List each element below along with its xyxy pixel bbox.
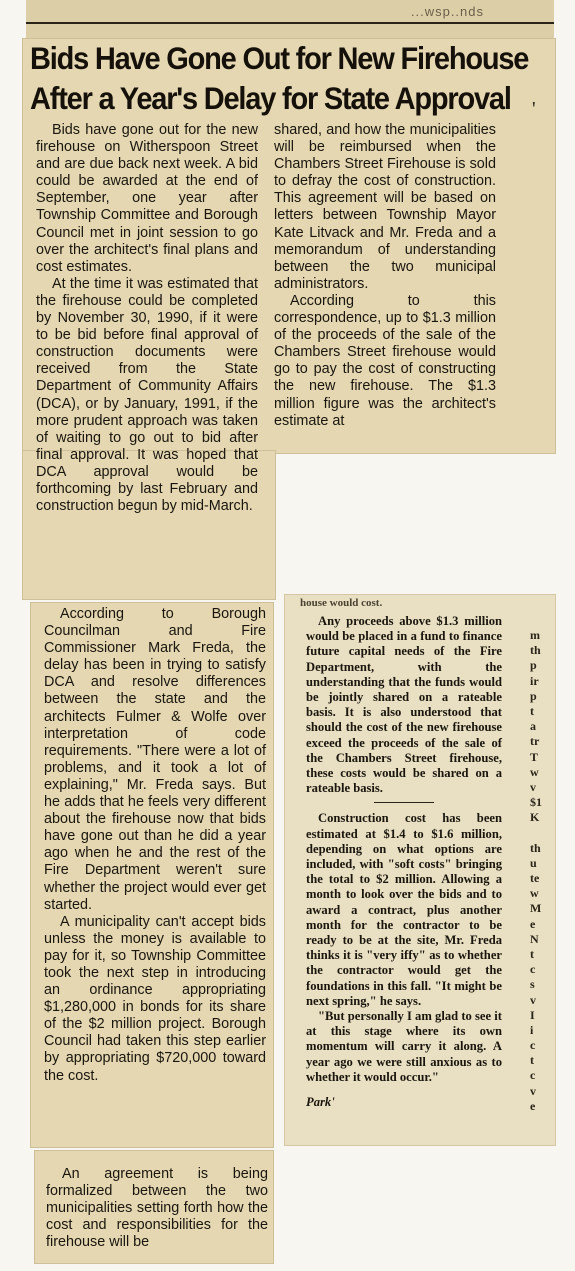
- adjacent-fragment: m: [530, 628, 540, 642]
- adjacent-fragment: u: [530, 855, 537, 870]
- column1-bottom-paragraph: An agreement is being formalized between the two municipalities setting forth how the cost and responsibilities for the firehouse will be: [46, 1166, 268, 1251]
- column2-text: [274, 122, 496, 430]
- adjacent-fragment: v: [530, 1083, 536, 1098]
- column3-paragraph: "But personally I am glad to see it at this stage where its own momentum will carry it along. A year ago we were still anxious as to whether it would occur.": [306, 1009, 502, 1084]
- ink-mark: ': [532, 98, 536, 120]
- column1-paragraph: Bids have gone out for the new firehouse on Witherspoon Street and are due back next week. A bid could be awarded at the end of September, one year after Township Committee and Borough Council met in joint session to go over the architect's final plans and cost estimates.: [36, 122, 258, 275]
- masthead-fragment-text: ...wsp..nds: [410, 4, 484, 19]
- adjacent-fragment: t: [530, 703, 534, 718]
- adjacent-fragment: t: [530, 1053, 534, 1068]
- column3-paragraph: Construction cost has been estimated at $1.4 to $1.6 million, depending on what options are included, with "soft costs" bringing the total to $2 million. Allowing a month to look over the bids and to award a contract, plus another month for the contractor to be ready to be at the site, Mr. Freda thinks it is "very iffy" as to whether the contractor would get the foundations in this fall. "It might be next spring," he says.: [306, 811, 502, 1008]
- adjacent-fragment: ir: [530, 673, 539, 688]
- adjacent-fragment: th: [530, 643, 541, 658]
- column3-bottom-fragment: Park': [306, 1095, 335, 1110]
- adjacent-fragment: M: [530, 901, 542, 916]
- headline: Bids Have Gone Out for New Firehouse After a Year's Delay for State Approval: [30, 42, 529, 117]
- column1-continued-paragraph: According to Borough Councilman and Fire Commissioner Mark Freda, the delay has been in trying to satisfy DCA and resolve differences between the state and the architects Fulmer & Wolfe over interpretation of code requirements. "There were a lot of problems, and it took a lot of explaining," Mr. Freda says. But he adds that he feels very different about the firehouse now that bids have gone out than he did a year ago when he and the rest of the Fire Department weren't sure whether the project would ever get started.: [44, 606, 266, 913]
- adjacent-fragment: p: [530, 688, 537, 703]
- adjacent-fragment: v: [530, 779, 536, 794]
- adjacent-fragment: s: [530, 977, 535, 992]
- masthead-rule: [26, 22, 554, 24]
- adjacent-fragment: a: [530, 719, 536, 734]
- column3-paragraph: Any proceeds above $1.3 million would be placed in a fund to finance future capital needs of the Fire Department, with the understanding that the funds would be jointly shared on a rateable basis. It is also understood that should the cost of the new firehouse exceed the proceeds of the sale of the Chambers Street firehouse, these costs would be shared on a rateable basis.: [306, 614, 502, 796]
- column2-paragraph: shared, and how the municipalities will be reimbursed when the Chambers Street Firehouse is sold to defray the cost of construction. This agreement will be based on letters between Township Mayor Kate Litvack and Mr. Freda and a memorandum of understanding between the two municipal administrators.: [274, 122, 496, 292]
- column1-bottom-text: [46, 1166, 268, 1251]
- column2-paragraph: According to this correspondence, up to $1.3 million of the proceeds of the sale of the Chambers Street firehouse would go to pay the cost of constructing the new firehouse. The $1.3 million figure was the architect's estimate at: [274, 292, 496, 429]
- adjacent-fragment: c: [530, 1038, 536, 1053]
- adjacent-fragment: [530, 825, 550, 840]
- masthead-fragment-strip: [26, 0, 554, 40]
- adjacent-fragment: $1: [530, 795, 542, 810]
- adjacent-fragment: e: [530, 916, 536, 931]
- column3-text: [306, 614, 502, 1110]
- adjacent-fragment: p: [530, 658, 537, 673]
- column1-continued-paragraph: A municipality can't accept bids unless the money is available to pay for it, so Township Committee took the next step in introducing an ordinance appropriating $1,280,000 in bonds for its share of the $2 million project. Borough Council had taken this step earlier by appropriating $720,000 toward the cost.: [44, 913, 266, 1084]
- adjacent-fragment: K: [530, 810, 540, 825]
- adjacent-fragment: I: [530, 1007, 535, 1022]
- adjacent-fragment: t: [530, 946, 534, 961]
- adjacent-fragment: w: [530, 886, 539, 901]
- adjacent-column-fragments: [530, 628, 550, 1114]
- column3-divider: [374, 802, 434, 803]
- column3-top-fragment: house would cost.: [300, 597, 383, 609]
- column1-paragraph: At the time it was estimated that the firehouse could be completed by November 30, 1990, if it were to be bid before final approval of construction documents were received from the State Department of Community Affairs (DCA), or by January, 1991, if the more prudent approach was taken of waiting to go out to bid after final approval. It was hoped that DCA approval would be forthcoming by last February and construction begun by mid-March.: [36, 275, 258, 515]
- adjacent-fragment: i: [530, 1022, 534, 1037]
- adjacent-fragment: te: [530, 871, 540, 885]
- column1-continued-text: [44, 606, 266, 1085]
- adjacent-fragment: v: [530, 992, 536, 1007]
- adjacent-fragment: e: [530, 1098, 536, 1113]
- adjacent-fragment: c: [530, 962, 536, 977]
- adjacent-fragment: th: [530, 840, 541, 855]
- adjacent-fragment: c: [530, 1068, 536, 1083]
- adjacent-fragment: w: [530, 764, 539, 779]
- adjacent-fragment: tr: [530, 734, 540, 749]
- adjacent-fragment: N: [530, 931, 539, 946]
- adjacent-fragment: T: [530, 749, 539, 764]
- column1-text: [36, 122, 258, 515]
